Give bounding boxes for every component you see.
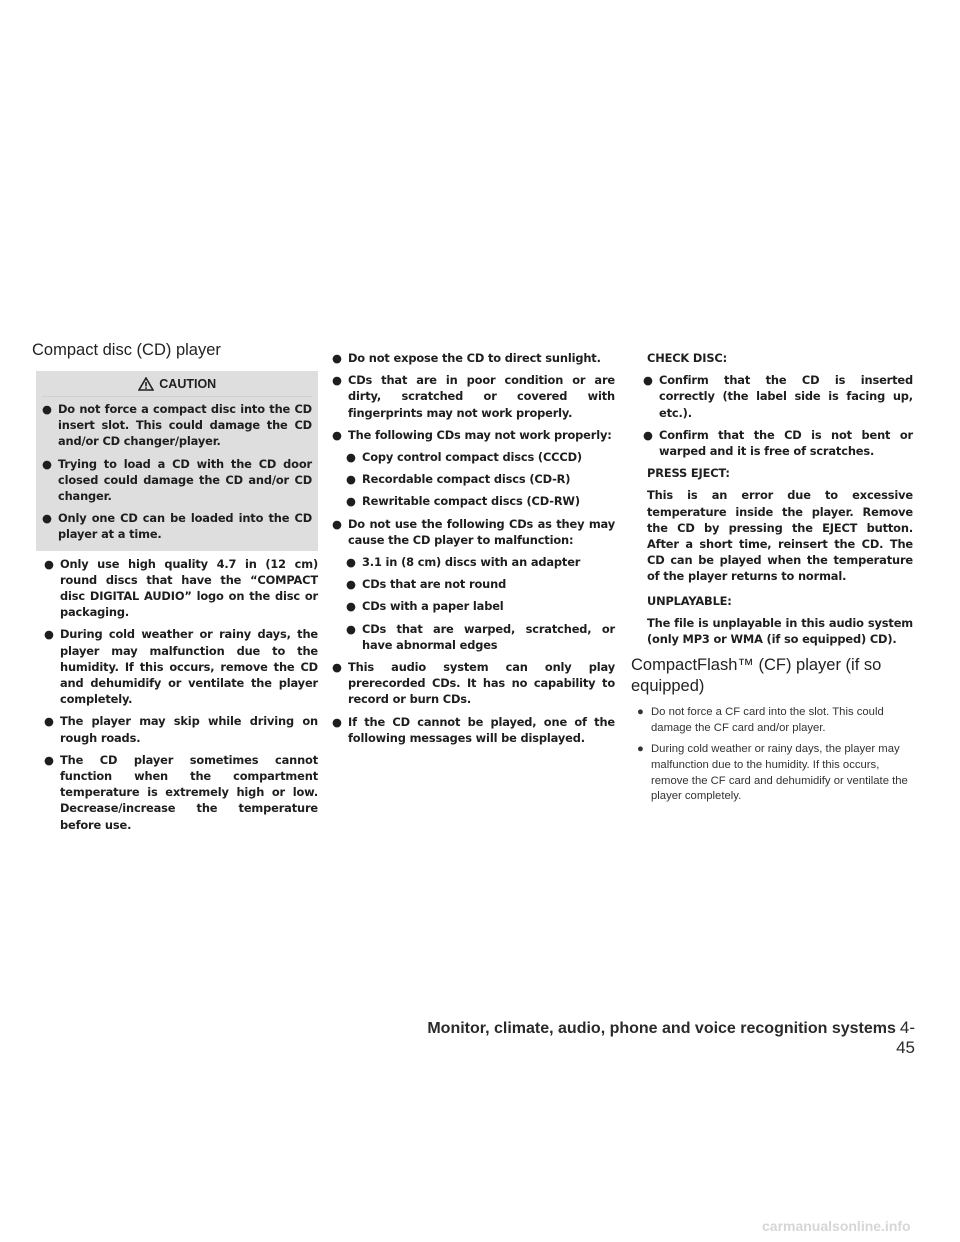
message-label-unplayable: UNPLAYABLE: [647,593,732,608]
watermark: carmanualsonline.info [762,1218,911,1234]
message-text-press-eject: This is an error due to excessive temperature inside the player. Remove the CD by pressing the EJECT button. After a short time, reinsert the CD. The CD can be played when the temperature of the player returns to normal. [647,488,913,584]
column-3 [631,350,913,811]
list-item: ● The player may skip while driving on rough roads. [44,714,318,745]
message-label-check-disc: CHECK DISC: [647,351,727,365]
list-item: ● The following CDs may not work properly: [332,427,612,442]
sub-list-item: ● CDs that are warped, scratched, or have abnormal edges [346,621,615,652]
caution-box [36,371,318,551]
list-item: ● Only use high quality 4.7 in (12 cm) round discs that have the “COMPACT disc DIGITAL AUDIO” logo on the disc or packaging. [44,556,318,620]
list-item: ● Do not expose the CD to direct sunlight. [332,351,601,365]
list-item: ● Do not use the following CDs as they may cause the CD player to malfunction: [332,516,615,547]
sub-list-item: ● Rewritable compact discs (CD-RW) [346,494,580,509]
section-title-cf-player: CompactFlash™ (CF) player (if so equipped) [631,656,882,696]
caution-item: ● Trying to load a CD with the CD door closed could damage the CD and/or CD changer. [42,456,312,504]
column-2 [332,350,615,752]
caution-item: ● Only one CD can be loaded into the CD player at a time. [42,511,312,542]
page-number: 4-45 [896,1018,915,1057]
page-footer [425,1018,915,1058]
sub-list-item: ● CDs that are not round [346,577,507,592]
caution-item: ● Do not force a compact disc into the CD insert slot. This could damage the CD and/or CD changer/player. [42,402,312,449]
column-1 [32,340,318,839]
footer-section-title: Monitor, climate, audio, phone and voice recognition systems [427,1020,896,1037]
list-item: ● This audio system can only play prerecorded CDs. It has no capability to record or burn CDs. [332,660,615,707]
list-item: ● Confirm that the CD is inserted correctly (the label side is facing up, etc.). [643,373,913,420]
list-item: ● Confirm that the CD is not bent or warped and it is free of scratches. [643,427,913,459]
sub-list-item: ● Recordable compact discs (CD-R) [346,472,571,487]
message-label-press-eject: PRESS EJECT: [647,466,730,481]
list-item: ● During cold weather or rainy days, the player may malfunction due to the humidity. If this occurs, remove the CF card and dehumidify or ventilate the player completely. [637,743,908,803]
sub-list-item: ● 3.1 in (8 cm) discs with an adapter [346,555,581,570]
warning-icon [138,377,154,391]
sub-list-item: ● Copy control compact discs (CCCD) [346,450,582,465]
section-title-cd-player: Compact disc (CD) player [32,341,221,359]
sub-list-item: ● CDs with a paper label [346,599,504,614]
list-item: ● During cold weather or rainy days, the player may malfunction due to the humidity. If this occurs, remove the CD and dehumidify or ventilate the player completely. [44,627,318,707]
list-item: ● The CD player sometimes cannot function when the compartment temperature is extremely high or low. Decrease/increase the temperature before use. [44,752,318,832]
caution-header [42,375,312,397]
list-item: ● Do not force a CF card into the slot. This could damage the CF card and/or player. [637,706,884,734]
message-text-unplayable: The file is unplayable in this audio system (only MP3 or WMA (if so equipped) CD). [647,615,913,647]
list-item: ● CDs that are in poor condition or are dirty, scratched or covered with fingerprints may not work properly. [332,373,615,420]
list-item: ● If the CD cannot be played, one of the following messages will be displayed. [332,714,615,745]
caution-label: CAUTION [159,377,217,391]
